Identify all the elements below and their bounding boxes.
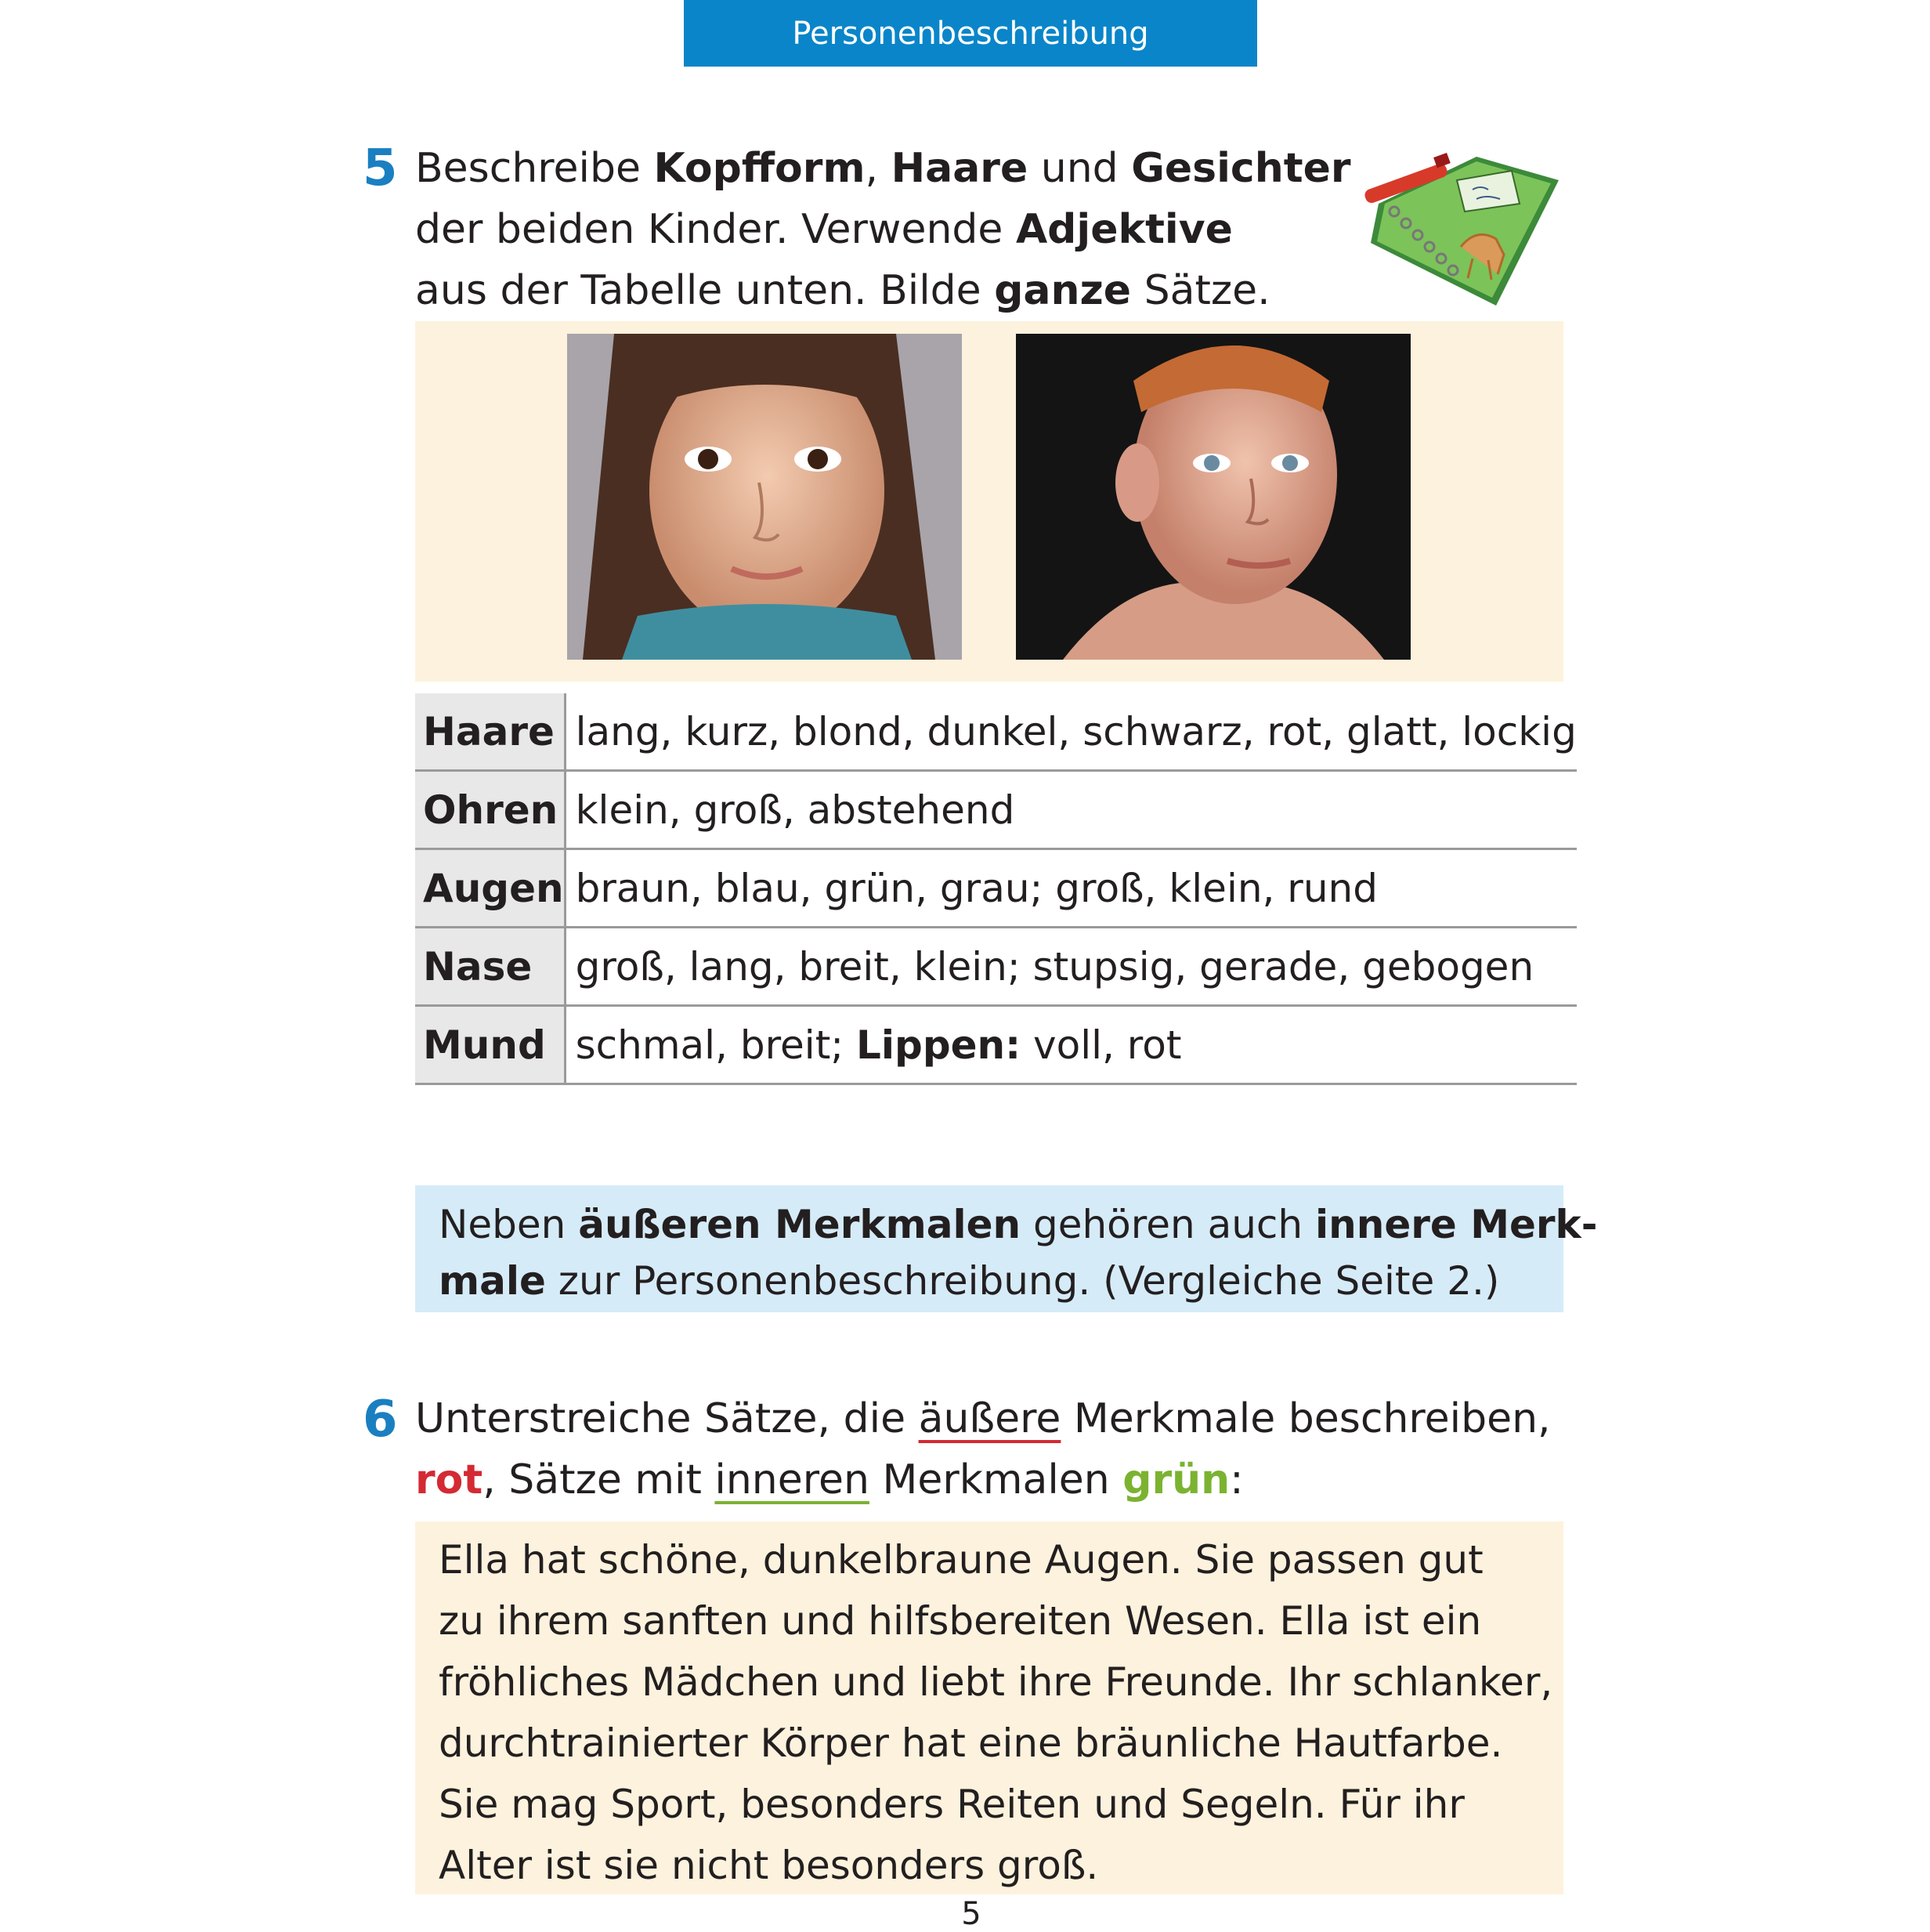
adjective-table — [415, 693, 1577, 1085]
underlined-inneren: inneren — [714, 1456, 869, 1503]
info-line-2: male zur Personenbeschreibung. (Vergleiche Seite 2.) — [439, 1258, 1500, 1304]
table-row — [415, 771, 1577, 849]
row-value-ohren: klein, groß, abstehend — [565, 771, 1577, 849]
row-label-ohren: Ohren — [415, 771, 565, 849]
info-box — [415, 1185, 1598, 1312]
row-label-haare: Haare — [415, 693, 565, 771]
photo-panel — [415, 321, 1563, 682]
task-6-number: 6 — [363, 1391, 398, 1449]
underlined-aeussere: äußere — [918, 1395, 1061, 1442]
story-line[interactable]: Alter ist sie nicht besonders groß. — [439, 1843, 1099, 1888]
task-5-line-2: der beiden Kinder. Verwende Adjektive — [415, 206, 1233, 253]
row-value-mund: schmal, breit; Lippen: voll, rot — [565, 1006, 1577, 1084]
notebook-illustration — [1363, 149, 1563, 321]
table-row — [415, 849, 1577, 928]
task-5-line-3: aus der Tabelle unten. Bilde ganze Sätze. — [415, 267, 1270, 314]
page-header — [684, 0, 1257, 67]
task-6-instructions — [415, 1388, 1551, 1511]
task-6-line-2: rot, Sätze mit inneren Merkmalen grün: — [415, 1456, 1244, 1503]
task-5-line-1: Beschreibe Kopfform, Haare und Gesichter — [415, 145, 1351, 192]
task-6-line-1: Unterstreiche Sätze, die äußere Merkmale beschreiben, — [415, 1395, 1551, 1442]
table-row — [415, 693, 1577, 771]
story-line[interactable]: durchtrainierter Körper hat eine bräunliche Hautfarbe. — [439, 1720, 1503, 1766]
table-row — [415, 1006, 1577, 1084]
photo-girl — [567, 334, 962, 660]
row-value-haare: lang, kurz, blond, dunkel, schwarz, rot, glatt, lockig — [565, 693, 1577, 771]
story-line[interactable]: Ella hat schöne, dunkelbraune Augen. Sie passen gut — [439, 1537, 1484, 1583]
row-label-augen: Augen — [415, 849, 565, 928]
table-row — [415, 928, 1577, 1006]
row-value-augen: braun, blau, grün, grau; groß, klein, rund — [565, 849, 1577, 928]
row-label-nase: Nase — [415, 928, 565, 1006]
story-line[interactable]: Sie mag Sport, besonders Reiten und Segeln. Für ihr — [439, 1782, 1465, 1827]
story-text-box — [415, 1521, 1563, 1894]
story-line[interactable]: fröhliches Mädchen und liebt ihre Freunde. Ihr schlanker, — [439, 1659, 1553, 1705]
row-label-mund: Mund — [415, 1006, 565, 1084]
page-header-title: Personenbeschreibung — [792, 15, 1149, 52]
page-number: 5 — [961, 1896, 981, 1932]
info-line-1: Neben äußeren Merkmalen gehören auch innere Merk- — [439, 1202, 1598, 1247]
task-5-number: 5 — [363, 139, 398, 197]
row-value-nase: groß, lang, breit, klein; stupsig, gerade, gebogen — [565, 928, 1577, 1006]
task-5-instructions — [415, 138, 1351, 321]
story-line[interactable]: zu ihrem sanften und hilfsbereiten Wesen. Ella ist ein — [439, 1598, 1482, 1644]
photo-boy — [1016, 334, 1411, 660]
